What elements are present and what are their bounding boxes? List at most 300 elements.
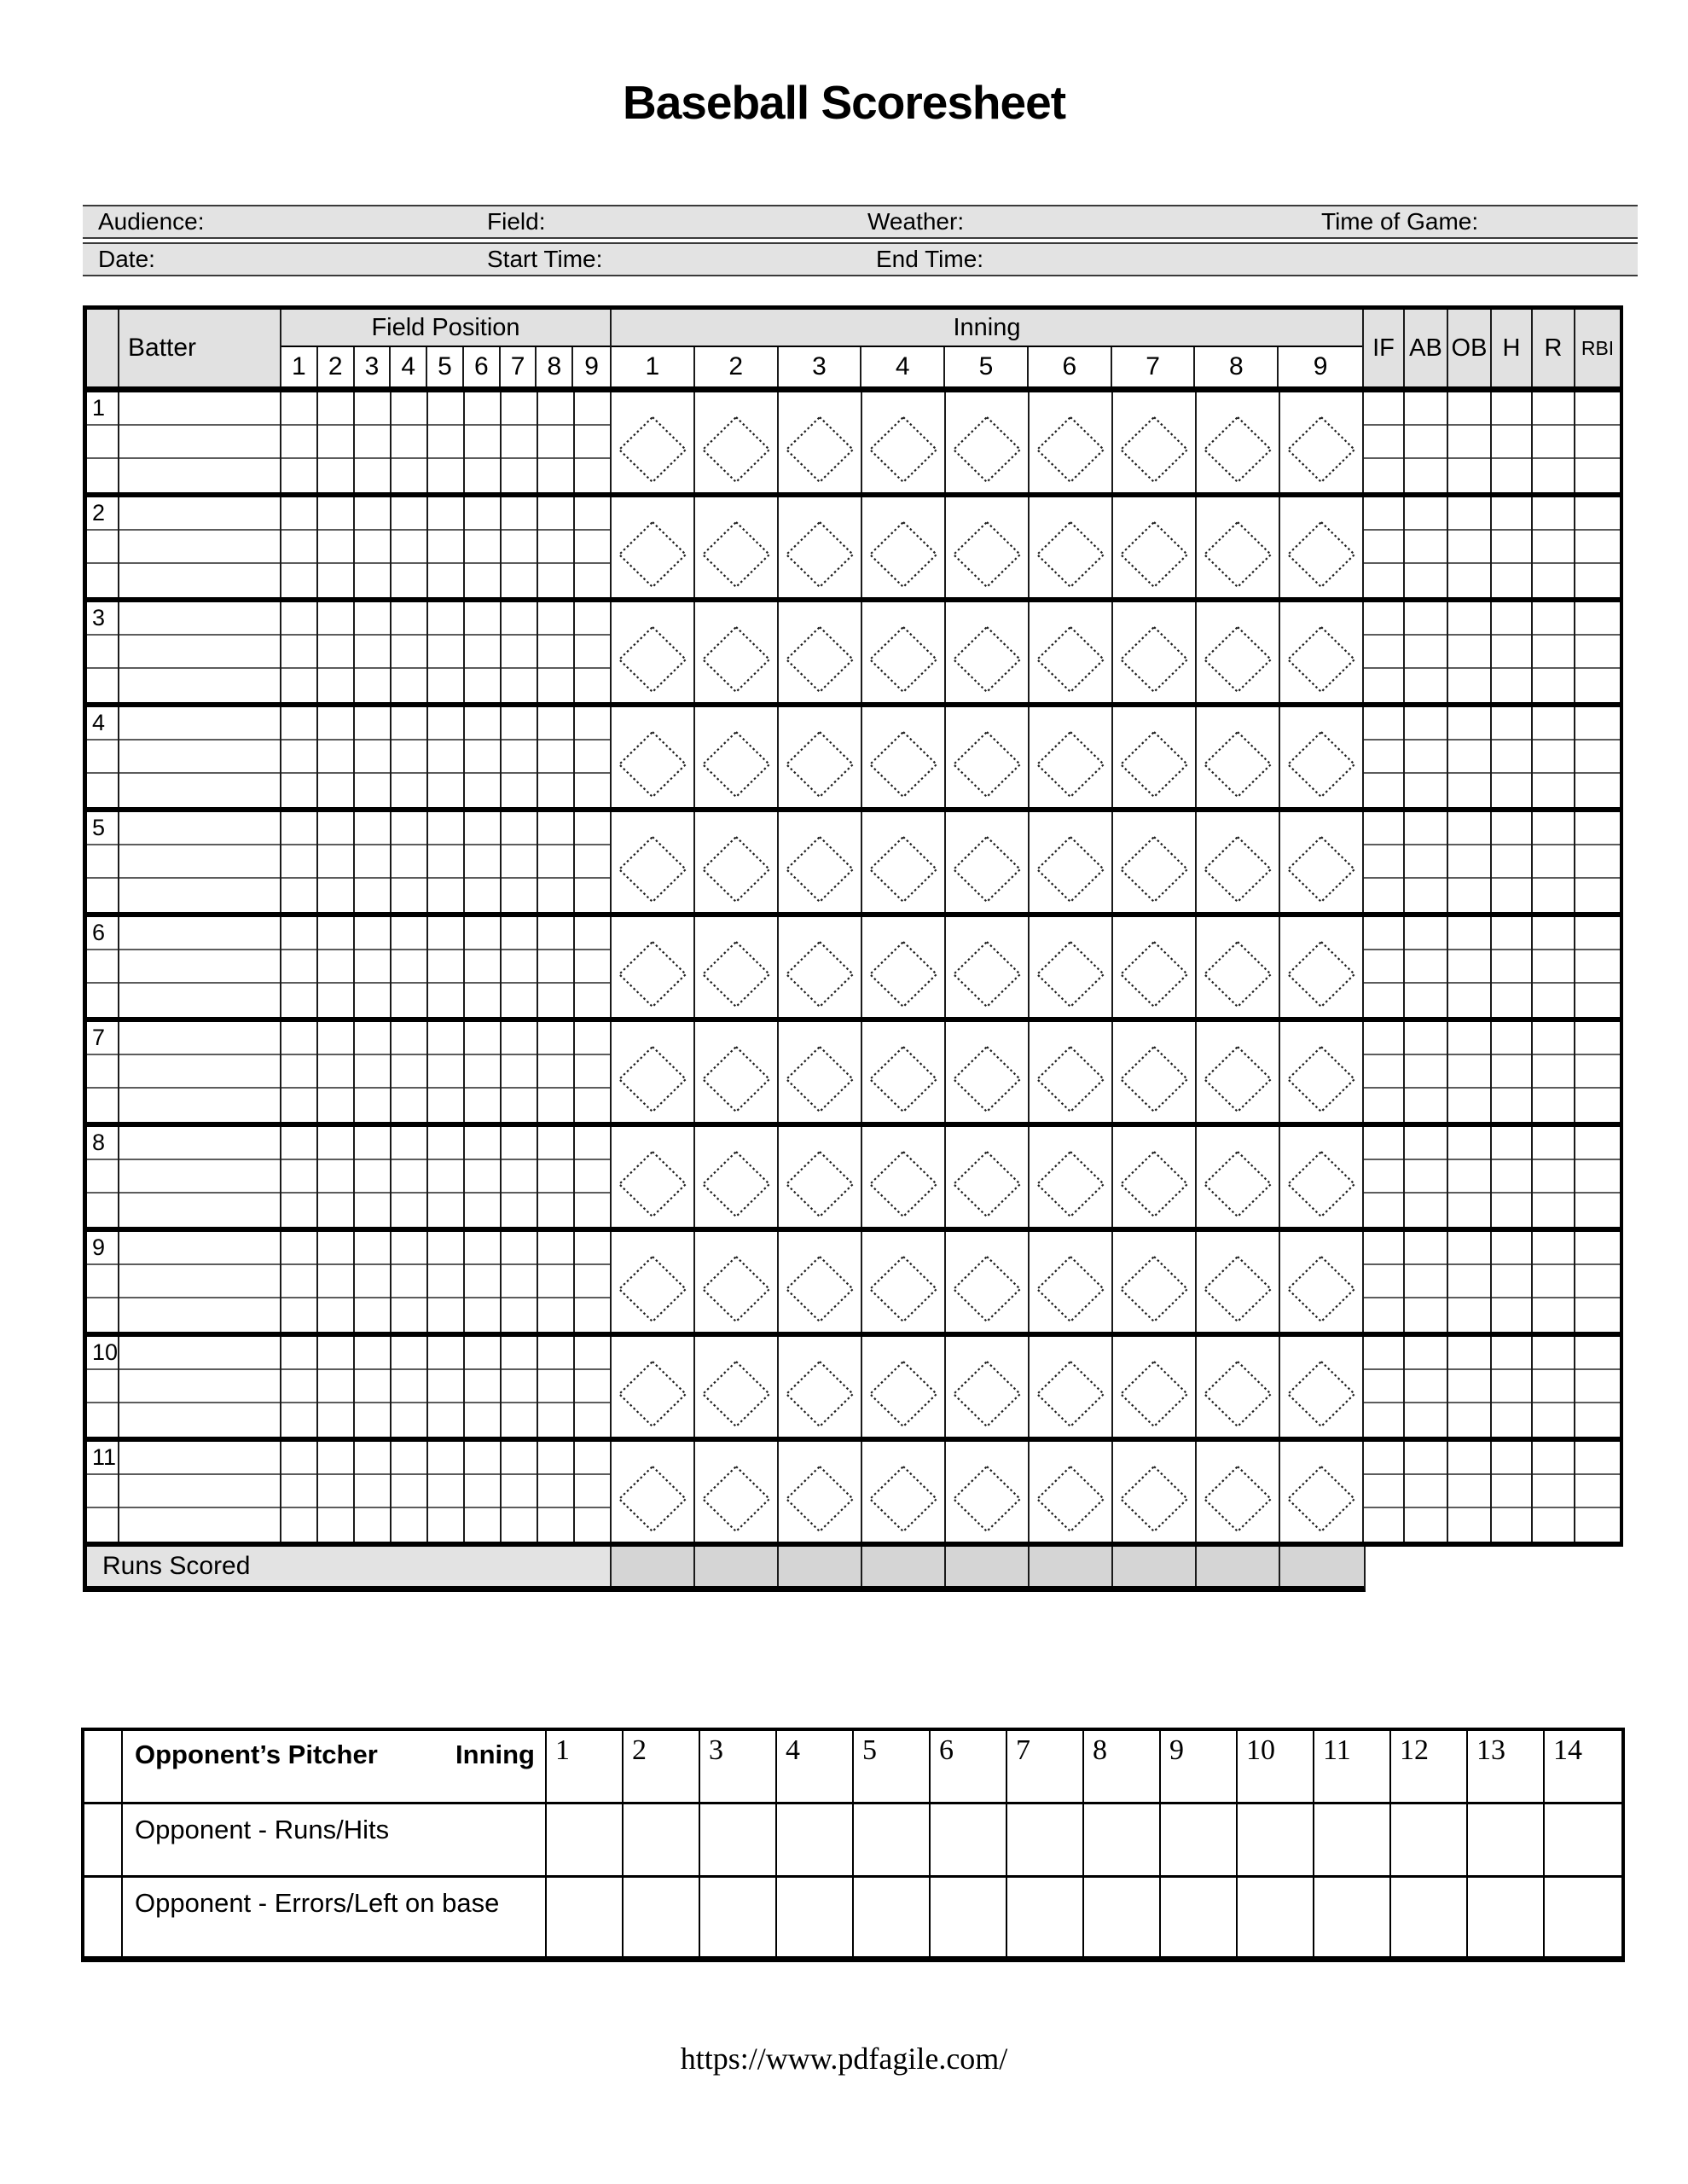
inning-scoring-cell[interactable]: [779, 1232, 862, 1332]
runs-scored-cell[interactable]: [862, 1547, 946, 1586]
opponent-data-cell[interactable]: [854, 1804, 931, 1875]
batter-name-cell[interactable]: [119, 917, 281, 1017]
stat-cell-ab[interactable]: [1405, 812, 1448, 912]
opponent-data-cell[interactable]: [624, 1878, 700, 1956]
inning-scoring-cell[interactable]: [1197, 812, 1280, 912]
stat-cell-h[interactable]: [1492, 1337, 1533, 1437]
inning-scoring-cell[interactable]: [1197, 392, 1280, 492]
stat-cell-if[interactable]: [1364, 1232, 1405, 1332]
field-position-cell[interactable]: [392, 1127, 428, 1227]
opponent-data-cell[interactable]: [547, 1804, 624, 1875]
field-position-cell[interactable]: [281, 1022, 318, 1122]
inning-scoring-cell[interactable]: [695, 497, 779, 597]
field-position-cell[interactable]: [428, 497, 465, 597]
field-position-cell[interactable]: [502, 392, 538, 492]
runs-scored-cell[interactable]: [1030, 1547, 1113, 1586]
opponent-data-cell[interactable]: [1468, 1878, 1545, 1956]
field-position-cell[interactable]: [575, 602, 612, 702]
stat-cell-rbi[interactable]: [1575, 1442, 1620, 1542]
inning-scoring-cell[interactable]: [946, 1442, 1030, 1542]
batter-name-cell[interactable]: [119, 1337, 281, 1437]
field-position-cell[interactable]: [355, 1337, 392, 1437]
field-position-cell[interactable]: [538, 1022, 575, 1122]
field-position-cell[interactable]: [502, 812, 538, 912]
field-position-cell[interactable]: [318, 812, 355, 912]
stat-cell-ob[interactable]: [1448, 1022, 1492, 1122]
inning-scoring-cell[interactable]: [1280, 392, 1364, 492]
inning-scoring-cell[interactable]: [862, 917, 946, 1017]
inning-scoring-cell[interactable]: [612, 1337, 695, 1437]
inning-scoring-cell[interactable]: [1280, 1442, 1364, 1542]
inning-scoring-cell[interactable]: [1030, 1442, 1113, 1542]
inning-scoring-cell[interactable]: [1113, 497, 1197, 597]
inning-scoring-cell[interactable]: [1197, 1442, 1280, 1542]
field-position-cell[interactable]: [465, 1127, 502, 1227]
inning-scoring-cell[interactable]: [946, 1337, 1030, 1437]
field-position-cell[interactable]: [575, 1337, 612, 1437]
field-position-cell[interactable]: [575, 392, 612, 492]
opponent-data-cell[interactable]: [1007, 1804, 1084, 1875]
stat-cell-h[interactable]: [1492, 602, 1533, 702]
field-position-cell[interactable]: [392, 392, 428, 492]
stat-cell-rbi[interactable]: [1575, 917, 1620, 1017]
inning-scoring-cell[interactable]: [1197, 1232, 1280, 1332]
stat-cell-h[interactable]: [1492, 1022, 1533, 1122]
field-position-cell[interactable]: [318, 497, 355, 597]
field-position-cell[interactable]: [392, 707, 428, 807]
opponent-data-cell[interactable]: [1545, 1878, 1621, 1956]
stat-cell-r[interactable]: [1533, 1337, 1575, 1437]
opponent-data-cell[interactable]: [777, 1804, 854, 1875]
stat-cell-ob[interactable]: [1448, 917, 1492, 1017]
stat-cell-rbi[interactable]: [1575, 392, 1620, 492]
inning-scoring-cell[interactable]: [946, 602, 1030, 702]
runs-scored-cell[interactable]: [695, 1547, 779, 1586]
stat-cell-if[interactable]: [1364, 392, 1405, 492]
inning-scoring-cell[interactable]: [695, 917, 779, 1017]
field-position-cell[interactable]: [465, 602, 502, 702]
inning-scoring-cell[interactable]: [779, 917, 862, 1017]
stat-cell-ab[interactable]: [1405, 1337, 1448, 1437]
stat-cell-ab[interactable]: [1405, 1022, 1448, 1122]
inning-scoring-cell[interactable]: [695, 812, 779, 912]
inning-scoring-cell[interactable]: [1197, 707, 1280, 807]
field-position-cell[interactable]: [355, 497, 392, 597]
inning-scoring-cell[interactable]: [695, 1127, 779, 1227]
field-position-cell[interactable]: [538, 497, 575, 597]
inning-scoring-cell[interactable]: [779, 1022, 862, 1122]
batter-name-cell[interactable]: [119, 1442, 281, 1542]
inning-scoring-cell[interactable]: [779, 497, 862, 597]
inning-scoring-cell[interactable]: [612, 392, 695, 492]
batter-name-cell[interactable]: [119, 497, 281, 597]
opponent-data-cell[interactable]: [1545, 1804, 1621, 1875]
inning-scoring-cell[interactable]: [1030, 497, 1113, 597]
field-position-cell[interactable]: [428, 917, 465, 1017]
inning-scoring-cell[interactable]: [612, 1022, 695, 1122]
field-position-cell[interactable]: [428, 707, 465, 807]
opponent-data-cell[interactable]: [1391, 1804, 1468, 1875]
field-position-cell[interactable]: [575, 1022, 612, 1122]
inning-scoring-cell[interactable]: [1113, 1127, 1197, 1227]
field-position-cell[interactable]: [538, 707, 575, 807]
field-position-cell[interactable]: [392, 1232, 428, 1332]
field-position-cell[interactable]: [355, 1442, 392, 1542]
field-position-cell[interactable]: [318, 1022, 355, 1122]
inning-scoring-cell[interactable]: [1030, 917, 1113, 1017]
inning-scoring-cell[interactable]: [1030, 812, 1113, 912]
field-position-cell[interactable]: [392, 917, 428, 1017]
field-position-cell[interactable]: [318, 1127, 355, 1227]
field-position-cell[interactable]: [538, 1127, 575, 1227]
stat-cell-if[interactable]: [1364, 602, 1405, 702]
field-position-cell[interactable]: [502, 707, 538, 807]
opponent-data-cell[interactable]: [1314, 1878, 1391, 1956]
opponent-data-cell[interactable]: [1391, 1878, 1468, 1956]
field-position-cell[interactable]: [538, 1232, 575, 1332]
field-position-cell[interactable]: [355, 917, 392, 1017]
inning-scoring-cell[interactable]: [1197, 1337, 1280, 1437]
stat-cell-ob[interactable]: [1448, 707, 1492, 807]
batter-name-cell[interactable]: [119, 602, 281, 702]
field-position-cell[interactable]: [502, 1442, 538, 1542]
field-position-cell[interactable]: [502, 1127, 538, 1227]
inning-scoring-cell[interactable]: [1280, 497, 1364, 597]
opponent-data-cell[interactable]: [624, 1804, 700, 1875]
inning-scoring-cell[interactable]: [779, 1337, 862, 1437]
runs-scored-cell[interactable]: [612, 1547, 695, 1586]
inning-scoring-cell[interactable]: [1113, 707, 1197, 807]
inning-scoring-cell[interactable]: [779, 1127, 862, 1227]
opponent-data-cell[interactable]: [1238, 1878, 1314, 1956]
opponent-data-cell[interactable]: [1161, 1804, 1238, 1875]
stat-cell-ob[interactable]: [1448, 1127, 1492, 1227]
batter-name-cell[interactable]: [119, 1232, 281, 1332]
batter-name-cell[interactable]: [119, 812, 281, 912]
field-position-cell[interactable]: [502, 917, 538, 1017]
field-position-cell[interactable]: [281, 602, 318, 702]
stat-cell-r[interactable]: [1533, 1022, 1575, 1122]
field-position-cell[interactable]: [575, 812, 612, 912]
inning-scoring-cell[interactable]: [695, 707, 779, 807]
inning-scoring-cell[interactable]: [1280, 1337, 1364, 1437]
stat-cell-ob[interactable]: [1448, 1232, 1492, 1332]
stat-cell-ab[interactable]: [1405, 917, 1448, 1017]
field-position-cell[interactable]: [428, 1127, 465, 1227]
stat-cell-if[interactable]: [1364, 1022, 1405, 1122]
field-position-cell[interactable]: [428, 602, 465, 702]
inning-scoring-cell[interactable]: [1113, 1337, 1197, 1437]
inning-scoring-cell[interactable]: [1280, 602, 1364, 702]
field-position-cell[interactable]: [428, 392, 465, 492]
runs-scored-cell[interactable]: [779, 1547, 862, 1586]
field-position-cell[interactable]: [392, 602, 428, 702]
stat-cell-r[interactable]: [1533, 812, 1575, 912]
stat-cell-r[interactable]: [1533, 1232, 1575, 1332]
inning-scoring-cell[interactable]: [1280, 1232, 1364, 1332]
inning-scoring-cell[interactable]: [862, 392, 946, 492]
field-position-cell[interactable]: [465, 812, 502, 912]
opponent-data-cell[interactable]: [1084, 1878, 1161, 1956]
stat-cell-r[interactable]: [1533, 497, 1575, 597]
field-position-cell[interactable]: [318, 1442, 355, 1542]
inning-scoring-cell[interactable]: [1030, 392, 1113, 492]
stat-cell-ob[interactable]: [1448, 1442, 1492, 1542]
field-position-cell[interactable]: [318, 1337, 355, 1437]
inning-scoring-cell[interactable]: [946, 1022, 1030, 1122]
field-position-cell[interactable]: [428, 1337, 465, 1437]
inning-scoring-cell[interactable]: [695, 392, 779, 492]
field-position-cell[interactable]: [538, 1442, 575, 1542]
stat-cell-if[interactable]: [1364, 917, 1405, 1017]
inning-scoring-cell[interactable]: [779, 392, 862, 492]
inning-scoring-cell[interactable]: [862, 602, 946, 702]
opponent-data-cell[interactable]: [1314, 1804, 1391, 1875]
field-position-cell[interactable]: [281, 497, 318, 597]
field-position-cell[interactable]: [465, 1337, 502, 1437]
field-position-cell[interactable]: [355, 602, 392, 702]
stat-cell-h[interactable]: [1492, 1232, 1533, 1332]
inning-scoring-cell[interactable]: [1030, 1337, 1113, 1437]
inning-scoring-cell[interactable]: [1030, 602, 1113, 702]
field-position-cell[interactable]: [465, 392, 502, 492]
field-position-cell[interactable]: [355, 707, 392, 807]
runs-scored-cell[interactable]: [1280, 1547, 1364, 1586]
field-position-cell[interactable]: [502, 497, 538, 597]
batter-name-cell[interactable]: [119, 392, 281, 492]
inning-scoring-cell[interactable]: [1280, 1127, 1364, 1227]
field-position-cell[interactable]: [355, 812, 392, 912]
inning-scoring-cell[interactable]: [695, 1022, 779, 1122]
stat-cell-ob[interactable]: [1448, 392, 1492, 492]
field-position-cell[interactable]: [502, 1022, 538, 1122]
field-position-cell[interactable]: [575, 917, 612, 1017]
field-position-cell[interactable]: [281, 1442, 318, 1542]
inning-scoring-cell[interactable]: [946, 1127, 1030, 1227]
inning-scoring-cell[interactable]: [612, 497, 695, 597]
inning-scoring-cell[interactable]: [862, 1127, 946, 1227]
inning-scoring-cell[interactable]: [1113, 1022, 1197, 1122]
inning-scoring-cell[interactable]: [946, 917, 1030, 1017]
stat-cell-ab[interactable]: [1405, 1442, 1448, 1542]
inning-scoring-cell[interactable]: [1280, 812, 1364, 912]
inning-scoring-cell[interactable]: [1197, 917, 1280, 1017]
inning-scoring-cell[interactable]: [1280, 1022, 1364, 1122]
runs-scored-cell[interactable]: [1113, 1547, 1197, 1586]
stat-cell-rbi[interactable]: [1575, 1022, 1620, 1122]
field-position-cell[interactable]: [575, 1127, 612, 1227]
opponent-data-cell[interactable]: [854, 1878, 931, 1956]
stat-cell-r[interactable]: [1533, 707, 1575, 807]
inning-scoring-cell[interactable]: [695, 602, 779, 702]
stat-cell-rbi[interactable]: [1575, 497, 1620, 597]
field-position-cell[interactable]: [465, 1442, 502, 1542]
field-position-cell[interactable]: [392, 1442, 428, 1542]
inning-scoring-cell[interactable]: [1197, 602, 1280, 702]
opponent-data-cell[interactable]: [931, 1804, 1007, 1875]
field-position-cell[interactable]: [465, 917, 502, 1017]
inning-scoring-cell[interactable]: [1280, 707, 1364, 807]
stat-cell-if[interactable]: [1364, 497, 1405, 597]
field-position-cell[interactable]: [538, 392, 575, 492]
stat-cell-r[interactable]: [1533, 602, 1575, 702]
stat-cell-if[interactable]: [1364, 707, 1405, 807]
stat-cell-ob[interactable]: [1448, 1337, 1492, 1437]
field-position-cell[interactable]: [281, 392, 318, 492]
field-position-cell[interactable]: [538, 602, 575, 702]
field-position-cell[interactable]: [428, 1442, 465, 1542]
inning-scoring-cell[interactable]: [612, 707, 695, 807]
field-position-cell[interactable]: [318, 707, 355, 807]
inning-scoring-cell[interactable]: [779, 1442, 862, 1542]
inning-scoring-cell[interactable]: [612, 1232, 695, 1332]
inning-scoring-cell[interactable]: [862, 1022, 946, 1122]
stat-cell-r[interactable]: [1533, 1442, 1575, 1542]
stat-cell-ab[interactable]: [1405, 602, 1448, 702]
stat-cell-rbi[interactable]: [1575, 1232, 1620, 1332]
inning-scoring-cell[interactable]: [1113, 392, 1197, 492]
inning-scoring-cell[interactable]: [862, 1232, 946, 1332]
field-position-cell[interactable]: [428, 1232, 465, 1332]
inning-scoring-cell[interactable]: [946, 497, 1030, 597]
stat-cell-if[interactable]: [1364, 1127, 1405, 1227]
stat-cell-ob[interactable]: [1448, 602, 1492, 702]
stat-cell-ab[interactable]: [1405, 497, 1448, 597]
field-position-cell[interactable]: [538, 917, 575, 1017]
inning-scoring-cell[interactable]: [1197, 1022, 1280, 1122]
stat-cell-h[interactable]: [1492, 392, 1533, 492]
inning-scoring-cell[interactable]: [779, 812, 862, 912]
inning-scoring-cell[interactable]: [779, 707, 862, 807]
field-position-cell[interactable]: [281, 812, 318, 912]
stat-cell-ab[interactable]: [1405, 1232, 1448, 1332]
field-position-cell[interactable]: [281, 1127, 318, 1227]
batter-name-cell[interactable]: [119, 707, 281, 807]
inning-scoring-cell[interactable]: [1030, 707, 1113, 807]
field-position-cell[interactable]: [355, 1022, 392, 1122]
inning-scoring-cell[interactable]: [862, 1337, 946, 1437]
field-position-cell[interactable]: [465, 497, 502, 597]
runs-scored-cell[interactable]: [1197, 1547, 1280, 1586]
opponent-data-cell[interactable]: [700, 1878, 777, 1956]
stat-cell-ob[interactable]: [1448, 497, 1492, 597]
opponent-data-cell[interactable]: [1161, 1878, 1238, 1956]
field-position-cell[interactable]: [575, 1442, 612, 1542]
field-position-cell[interactable]: [575, 497, 612, 597]
stat-cell-r[interactable]: [1533, 1127, 1575, 1227]
field-position-cell[interactable]: [355, 392, 392, 492]
stat-cell-h[interactable]: [1492, 707, 1533, 807]
field-position-cell[interactable]: [281, 917, 318, 1017]
stat-cell-h[interactable]: [1492, 1442, 1533, 1542]
field-position-cell[interactable]: [281, 1232, 318, 1332]
stat-cell-ob[interactable]: [1448, 812, 1492, 912]
stat-cell-h[interactable]: [1492, 917, 1533, 1017]
stat-cell-h[interactable]: [1492, 812, 1533, 912]
stat-cell-rbi[interactable]: [1575, 1337, 1620, 1437]
field-position-cell[interactable]: [392, 1337, 428, 1437]
inning-scoring-cell[interactable]: [1113, 812, 1197, 912]
field-position-cell[interactable]: [465, 1232, 502, 1332]
inning-scoring-cell[interactable]: [612, 1127, 695, 1227]
opponent-data-cell[interactable]: [547, 1878, 624, 1956]
inning-scoring-cell[interactable]: [612, 602, 695, 702]
inning-scoring-cell[interactable]: [1113, 602, 1197, 702]
stat-cell-ab[interactable]: [1405, 707, 1448, 807]
field-position-cell[interactable]: [428, 1022, 465, 1122]
inning-scoring-cell[interactable]: [1197, 1127, 1280, 1227]
field-position-cell[interactable]: [538, 812, 575, 912]
field-position-cell[interactable]: [538, 1337, 575, 1437]
batter-name-cell[interactable]: [119, 1022, 281, 1122]
field-position-cell[interactable]: [392, 812, 428, 912]
inning-scoring-cell[interactable]: [946, 812, 1030, 912]
opponent-data-cell[interactable]: [777, 1878, 854, 1956]
field-position-cell[interactable]: [318, 1232, 355, 1332]
field-position-cell[interactable]: [392, 1022, 428, 1122]
stat-cell-rbi[interactable]: [1575, 1127, 1620, 1227]
batter-name-cell[interactable]: [119, 1127, 281, 1227]
inning-scoring-cell[interactable]: [946, 707, 1030, 807]
stat-cell-r[interactable]: [1533, 917, 1575, 1017]
field-position-cell[interactable]: [355, 1127, 392, 1227]
inning-scoring-cell[interactable]: [1113, 917, 1197, 1017]
stat-cell-rbi[interactable]: [1575, 602, 1620, 702]
field-position-cell[interactable]: [318, 392, 355, 492]
stat-cell-if[interactable]: [1364, 1337, 1405, 1437]
field-position-cell[interactable]: [318, 602, 355, 702]
inning-scoring-cell[interactable]: [1113, 1232, 1197, 1332]
inning-scoring-cell[interactable]: [1030, 1022, 1113, 1122]
opponent-data-cell[interactable]: [1007, 1878, 1084, 1956]
inning-scoring-cell[interactable]: [1113, 1442, 1197, 1542]
field-position-cell[interactable]: [355, 1232, 392, 1332]
inning-scoring-cell[interactable]: [862, 1442, 946, 1542]
inning-scoring-cell[interactable]: [862, 497, 946, 597]
field-position-cell[interactable]: [428, 812, 465, 912]
inning-scoring-cell[interactable]: [946, 392, 1030, 492]
stat-cell-rbi[interactable]: [1575, 707, 1620, 807]
inning-scoring-cell[interactable]: [862, 707, 946, 807]
stat-cell-if[interactable]: [1364, 1442, 1405, 1542]
stat-cell-h[interactable]: [1492, 497, 1533, 597]
stat-cell-ab[interactable]: [1405, 1127, 1448, 1227]
inning-scoring-cell[interactable]: [862, 812, 946, 912]
inning-scoring-cell[interactable]: [1030, 1127, 1113, 1227]
opponent-data-cell[interactable]: [1084, 1804, 1161, 1875]
field-position-cell[interactable]: [392, 497, 428, 597]
inning-scoring-cell[interactable]: [612, 1442, 695, 1542]
opponent-data-cell[interactable]: [1468, 1804, 1545, 1875]
field-position-cell[interactable]: [575, 1232, 612, 1332]
field-position-cell[interactable]: [318, 917, 355, 1017]
stat-cell-ab[interactable]: [1405, 392, 1448, 492]
field-position-cell[interactable]: [502, 602, 538, 702]
inning-scoring-cell[interactable]: [1197, 497, 1280, 597]
inning-scoring-cell[interactable]: [612, 917, 695, 1017]
stat-cell-r[interactable]: [1533, 392, 1575, 492]
field-position-cell[interactable]: [281, 1337, 318, 1437]
field-position-cell[interactable]: [465, 707, 502, 807]
inning-scoring-cell[interactable]: [946, 1232, 1030, 1332]
inning-scoring-cell[interactable]: [1280, 917, 1364, 1017]
field-position-cell[interactable]: [281, 707, 318, 807]
field-position-cell[interactable]: [502, 1232, 538, 1332]
inning-scoring-cell[interactable]: [695, 1442, 779, 1542]
runs-scored-cell[interactable]: [946, 1547, 1030, 1586]
stat-cell-h[interactable]: [1492, 1127, 1533, 1227]
inning-scoring-cell[interactable]: [695, 1337, 779, 1437]
